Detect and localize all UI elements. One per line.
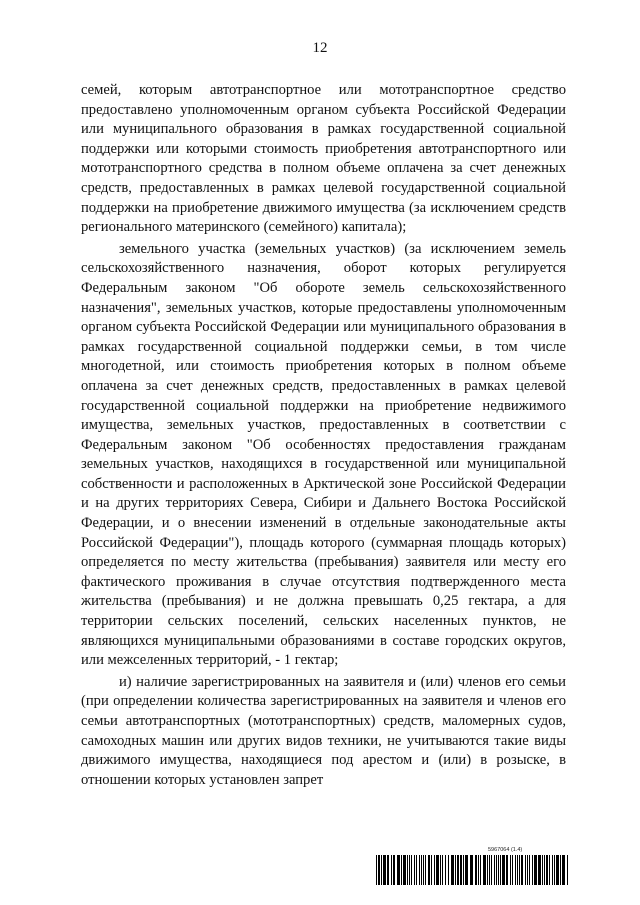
page-number: 12 xyxy=(312,40,328,56)
barcode-icon xyxy=(376,855,568,885)
barcode-block xyxy=(376,847,568,887)
barcode-code: 5967064 (1.4) xyxy=(488,847,523,853)
paragraph-item-i: и) наличие зарегистрированных на заявителя и (или) членов его семьи (при определении количества зарегистрированных на заявителя и членов его семьи автотранспортных (мототранспортных) средств, маломерных судов, самоходных машин или других видов техники, не учитываются такие виды движимого имущества, находящиеся под арестом и (или) в розыске, в отношении которых установлен запрет xyxy=(81,673,566,788)
paragraph-land-plot: земельного участка (земельных участков) (за исключением земель сельскохозяйственного назначения, оборот которых регулируется Федеральным законом "Об обороте земель сельскохозяйственного назначения", земельных участков, которые предоставлены уполномоченным органом субъекта Российской Федерации или муниципального образования в рамках государственной социальной поддержки семьи, в том числе многодетной, или стоимость приобретения которых в полном объеме оплачена за счет денежных средств, предоставленных в рамках целевой государственной социальной поддержки на приобретение недвижимого имущества, земельных участков, предоставленных в соответствии с Федеральным законом "Об особенностях предоставления гражданам земельных участков, находящихся в государственной или муниципальной собственности и расположенных в Арктической зоне Российской Федерации и на других территориях Севера, Сибири и Дальнего Востока Российской Федерации, и о внесении изменений в отдельные законодательные акты Российской Федерации"), площадь которого (суммарная площадь которых) определяется по месту жительства (пребывания) заявителя или месту его фактического проживания в случае отсутствия подтвержденного места жительства (пребывания) и не должна превышать 0,25 гектара, а для территории сельских поселений, сельских населенных пунктов, не являющихся муниципальными образованиями в составе городских округов, или межселенных территорий, - 1 гектар; xyxy=(81,240,566,669)
paragraph-continuation: семей, которым автотранспортное или мототранспортное средство предоставлено уполномоченным органом субъекта Российской Федерации или муниципального образования в рамках государственной социальной поддержки или которыми стоимость приобретения автотранспортного или мототранспортного средства в полном объеме оплачена за счет денежных средств, предоставленных в рамках целевой государственной социальной поддержки на приобретение движимого имущества (за исключением средств регионального материнского (семейного) капитала); xyxy=(81,82,566,236)
document-body xyxy=(81,81,566,790)
